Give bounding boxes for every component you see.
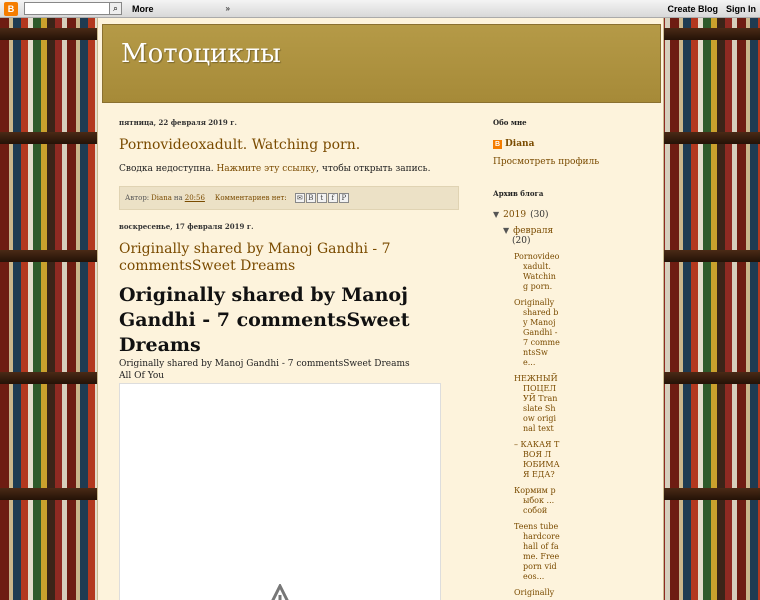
month-label[interactable]: февраля <box>513 226 554 236</box>
search-input[interactable] <box>24 2 110 15</box>
share-buttons <box>295 193 349 203</box>
main-column <box>119 118 459 600</box>
more-link[interactable]: More <box>132 3 154 14</box>
twitter-icon[interactable]: t <box>317 193 327 203</box>
post-text-line: Originally shared by Manoj Gandhi - 7 commentsSweet Dreams <box>119 359 410 369</box>
sign-in-link[interactable]: Sign In <box>726 3 756 14</box>
year-label[interactable]: 2019 <box>503 210 527 220</box>
post-heading: Originally shared by Manoj Gandhi - 7 commentsSweet Dreams <box>119 284 410 356</box>
post-footer <box>119 186 459 210</box>
blog-header <box>102 24 661 103</box>
more-arrow-icon[interactable]: » <box>225 4 230 13</box>
archive-year[interactable] <box>493 210 653 220</box>
blog-archive <box>493 189 653 598</box>
sidebar <box>493 118 653 598</box>
archive-post-link[interactable]: – КАКАЯ ТВОЯ ЛЮБИМАЯ ЕДА? <box>514 440 560 479</box>
archive-post-link[interactable]: Pornovideoxadult. Watching porn. <box>514 252 560 291</box>
author-link[interactable]: Diana <box>151 194 172 202</box>
facebook-icon[interactable]: f <box>328 193 338 203</box>
search-icon[interactable]: ⌕ <box>110 2 122 15</box>
month-count: (20) <box>512 236 531 246</box>
open-post-link[interactable]: Нажмите эту ссылку <box>216 164 317 174</box>
year-count: (30) <box>530 210 549 220</box>
blogthis-icon[interactable]: B <box>306 193 316 203</box>
archive-heading: Архив блога <box>493 189 544 198</box>
blogger-profile-icon: B <box>494 140 501 148</box>
post-title[interactable]: Originally shared by Manoj Gandhi - 7 commentsSweet Dreams <box>119 241 391 274</box>
content-outer <box>97 18 664 600</box>
collapse-triangle-icon[interactable]: ▼ <box>503 226 510 235</box>
archive-month[interactable] <box>503 226 653 236</box>
author-label: Автор: <box>125 194 150 202</box>
post-body <box>119 164 459 174</box>
post-image <box>119 383 441 600</box>
collapse-triangle-icon[interactable]: ▼ <box>493 210 500 219</box>
at-label: на <box>173 194 183 202</box>
post-title[interactable]: Pornovideoxadult. Watching porn. <box>119 137 361 153</box>
post-text-line: All Of You <box>119 371 165 381</box>
summary-text: Сводка недоступна. <box>119 164 217 174</box>
post-date: воскресенье, 17 февраля 2019 г. <box>119 222 254 231</box>
comments-link[interactable]: Комментариев нет: <box>214 194 287 202</box>
profile-name-link[interactable]: Diana <box>505 139 535 149</box>
archive-post-link[interactable]: Originally <box>514 588 555 597</box>
blog-title[interactable]: Мотоциклы <box>121 39 281 69</box>
post-date: пятница, 22 февраля 2019 г. <box>119 118 237 127</box>
view-profile-link[interactable]: Просмотреть профиль <box>493 157 600 167</box>
timestamp-link[interactable]: 20:56 <box>184 194 205 202</box>
warning-icon <box>265 584 295 600</box>
create-blog-link[interactable]: Create Blog <box>667 3 718 14</box>
email-icon[interactable]: ✉ <box>295 193 305 203</box>
archive-post-link[interactable]: Originally shared by Manoj Gandhi - 7 commentsSwe... <box>514 298 560 367</box>
about-heading: Обо мне <box>493 118 527 127</box>
navbar <box>0 0 760 18</box>
archive-post-list <box>514 252 560 598</box>
archive-post-link[interactable]: Кормим рыбок ... собой <box>514 486 556 515</box>
archive-post-link[interactable]: Teens tube hardcore hall of fame. Free porn videos... <box>514 522 560 581</box>
archive-post-link[interactable]: НЕЖНЫЙ ПОЦЕЛУЙ Translate Show original text <box>514 374 558 433</box>
pinterest-icon[interactable]: P <box>339 193 349 203</box>
summary-suffix: , чтобы открыть запись. <box>316 164 431 174</box>
blogger-logo-icon[interactable]: B <box>4 2 18 16</box>
profile-row <box>493 139 653 149</box>
